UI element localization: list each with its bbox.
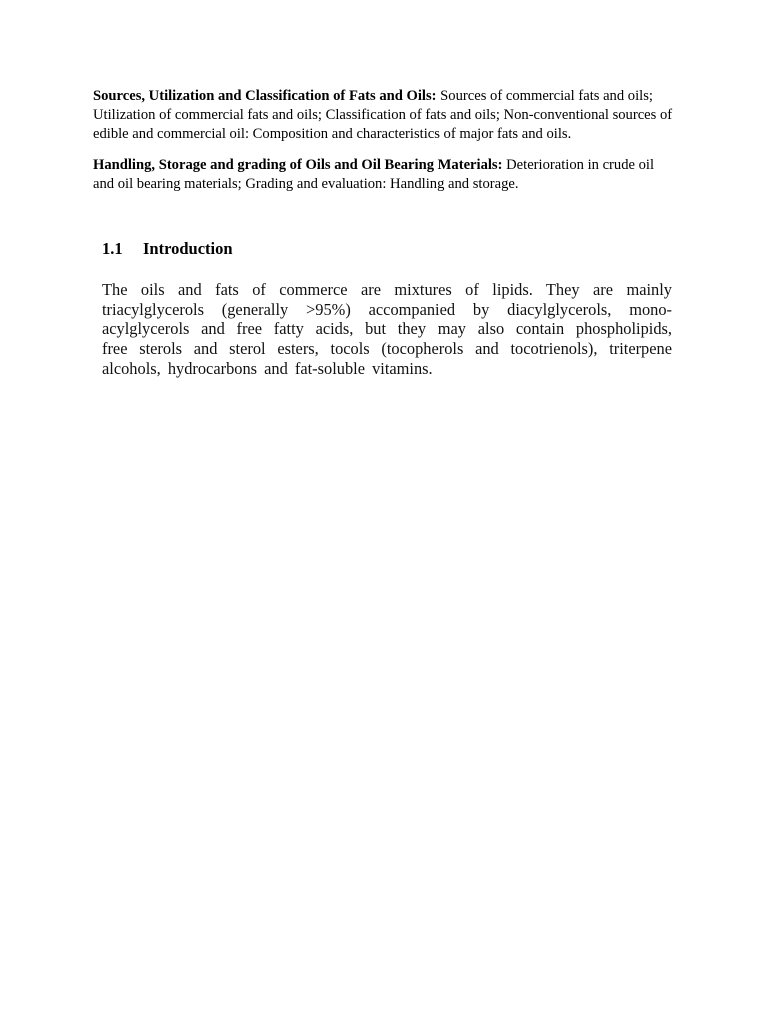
introduction-line: triacylglycerols (generally >95%) accompanied by diacylglycerols, mono- bbox=[102, 299, 672, 319]
introduction-line: acylglycerols and free fatty acids, but they may also contain phospholipids, bbox=[102, 319, 672, 339]
syllabus-heading-sources: Sources, Utilization and Classification of Fats and Oils: bbox=[93, 88, 437, 104]
section-title: Introduction bbox=[143, 239, 233, 258]
syllabus-heading-handling: Handling, Storage and grading of Oils and Oil Bearing Materials: bbox=[93, 157, 503, 173]
section-number: 1.1 bbox=[102, 239, 123, 258]
syllabus-paragraph-sources bbox=[93, 87, 678, 144]
introduction-line: free sterols and sterol esters, tocols (tocopherols and tocotrienols), triterpene bbox=[102, 339, 672, 359]
section-heading bbox=[102, 239, 233, 259]
introduction-line: The oils and fats of commerce are mixtures of lipids. They are mainly bbox=[102, 280, 672, 299]
syllabus-body-sources: Sources of commercial fats and oils; Utilization of commercial fats and oils; Classification of fats and oils; Non-conventional sources of edible and commercial oil: Composition and characteristics of major fats and oils. bbox=[93, 88, 673, 142]
syllabus-body-handling: Deterioration in crude oil and oil bearing materials; Grading and evaluation: Handling and storage. bbox=[93, 157, 655, 192]
introduction-line: alcohols, hydrocarbons and fat-soluble vitamins. bbox=[102, 358, 433, 378]
syllabus-paragraph-handling bbox=[93, 156, 678, 194]
introduction-paragraph bbox=[102, 280, 672, 379]
